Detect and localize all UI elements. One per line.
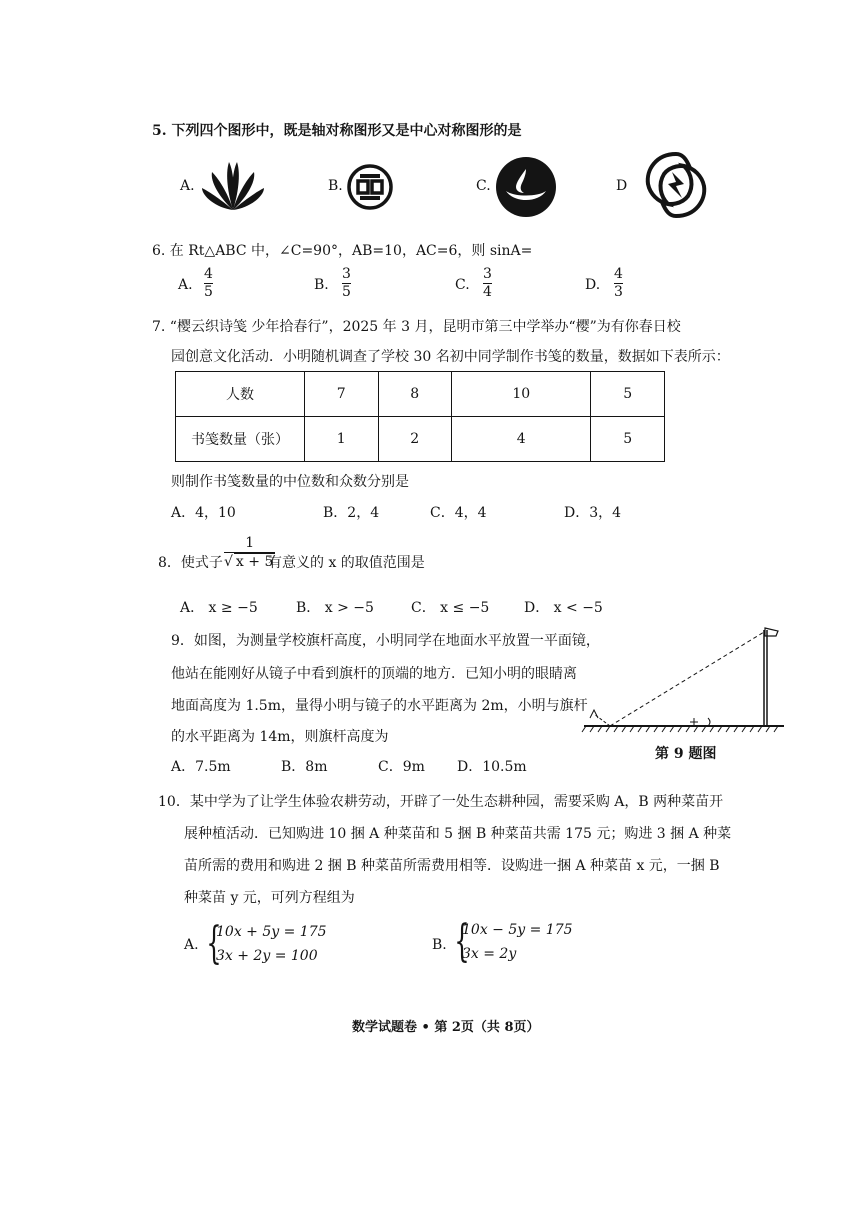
bank-seal-logo-icon — [346, 163, 394, 211]
fan-petal-logo-icon — [198, 158, 268, 214]
q10-line-3: 苗所需的费用和购进 2 捆 B 种菜苗所需费用相等．设购进一捆 A 种菜苗 x 元，一捆 B — [184, 858, 720, 874]
q9-option-d: D．10.5m — [457, 759, 527, 775]
q9-line-3: 地面高度为 1.5m，量得小明与镜子的水平距离为 2m，小明与旗杆 — [171, 698, 588, 714]
q6-option-b-label: B. — [314, 277, 329, 293]
table-row — [176, 417, 665, 462]
q8-prefix: 8．使式子 — [158, 555, 223, 571]
table-cell: 4 — [452, 417, 591, 462]
q9-option-b: B．8m — [281, 759, 328, 775]
q9-line-2: 他站在能刚好从镜子中看到旗杆的顶端的地方．已知小明的眼睛离 — [171, 666, 577, 682]
q5-text: 5. 下列四个图形中，既是轴对称图形又是中心对称图形的是 — [152, 123, 522, 139]
flagpole-mirror-figure — [580, 618, 788, 736]
swirl-arrow-logo-icon — [642, 150, 710, 220]
q5-option-a-label: A. — [180, 178, 195, 194]
q7-option-a: A．4，10 — [171, 505, 236, 521]
q7-option-d: D．3，4 — [564, 505, 622, 521]
q6-option-b-denominator: 5 — [342, 284, 351, 300]
q6-option-d-label: D. — [585, 277, 601, 293]
q10-option-a-equation-1: 10x + 5y = 175 — [216, 924, 327, 940]
q7-line-1: 7. “樱云织诗笺 少年拾春行”，2025 年 3 月，昆明市第三中学举办“樱”为有你春日校 — [152, 319, 681, 335]
q10-line-1: 10．某中学为了让学生体验农耕劳动，开辟了一处生态耕种园，需要采购 A，B 两种菜苗开 — [158, 794, 724, 810]
q10-option-b-label: B. — [432, 937, 447, 953]
q10-line-2: 展种植活动．已知购进 10 捆 A 种菜苗和 5 捆 B 种菜苗共需 175 元；购进 3 捆 A 种菜 — [184, 826, 732, 842]
q5-option-b-label: B. — [328, 178, 343, 194]
q9-line-4: 的水平距离为 14m，则旗杆高度为 — [171, 729, 389, 745]
table-cell: 10 — [452, 372, 591, 417]
q5-option-c-label: C. — [476, 178, 491, 194]
q6-option-a-numerator: 4 — [204, 266, 213, 282]
q7-option-b: B．2，4 — [323, 505, 380, 521]
q10-option-b-brace: { — [454, 916, 470, 967]
q7-option-c: C．4，4 — [430, 505, 487, 521]
q6-text: 6. 在 Rt△ABC 中，∠C=90°，AB=10，AC=6，则 sinA= — [152, 243, 533, 259]
q8-option-a: A． x ≥ −5 — [180, 600, 258, 616]
q9-option-c: C．9m — [378, 759, 425, 775]
q6-option-a-fraction — [204, 266, 213, 301]
q6-option-d-fraction — [614, 266, 623, 301]
table-cell: 7 — [305, 372, 379, 417]
q9-option-a: A．7.5m — [171, 759, 231, 775]
q10-option-b-equation-2: 3x = 2y — [462, 946, 517, 962]
q5-option-d-label: D — [616, 178, 628, 194]
q6-option-c-label: C. — [455, 277, 470, 293]
table-row — [176, 372, 665, 417]
q6-option-b-numerator: 3 — [342, 266, 351, 282]
q10-option-a-label: A. — [184, 937, 199, 953]
drop-circle-logo-icon — [494, 155, 558, 219]
q8-radicand: x + 5 — [235, 554, 274, 570]
q8-denominator: √ x + 5 — [224, 554, 274, 570]
q6-option-c-denominator: 4 — [483, 284, 492, 300]
q10-option-a-brace: { — [206, 918, 222, 969]
q10-option-b-equation-1: 10x − 5y = 175 — [462, 922, 573, 938]
q9-figure-caption: 第 9 题图 — [655, 746, 717, 762]
table-cell: 1 — [305, 417, 379, 462]
q8-option-b: B． x > −5 — [296, 600, 374, 616]
table-cell: 5 — [591, 417, 665, 462]
q6-option-c-fraction — [483, 266, 492, 301]
q7-question: 则制作书笺数量的中位数和众数分别是 — [171, 474, 409, 490]
table-cell: 5 — [591, 372, 665, 417]
q7-line-2: 园创意文化活动．小明随机调查了学校 30 名初中同学制作书笺的数量，数据如下表所示： — [171, 349, 730, 365]
page-footer: 数学试题卷 • 第 2页（共 8页） — [352, 1020, 540, 1035]
q10-line-4: 种菜苗 y 元，可列方程组为 — [184, 890, 355, 906]
q6-option-c-numerator: 3 — [483, 266, 492, 282]
q8-option-d: D． x < −5 — [524, 600, 603, 616]
q6-option-b-fraction — [342, 266, 351, 301]
q9-line-1: 9．如图，为测量学校旗杆高度，小明同学在地面水平放置一平面镜， — [171, 633, 600, 649]
table-row-header-count: 书笺数量（张） — [176, 417, 305, 462]
table-cell: 2 — [378, 417, 452, 462]
q8-suffix: 有意义的 x 的取值范围是 — [268, 555, 425, 571]
q6-option-a-label: A. — [178, 277, 193, 293]
q8-numerator: 1 — [245, 535, 255, 551]
q8-option-c: C． x ≤ −5 — [411, 600, 490, 616]
q6-option-a-denominator: 5 — [204, 284, 213, 300]
q6-option-d-numerator: 4 — [614, 266, 623, 282]
table-row-header-people: 人数 — [176, 372, 305, 417]
table-cell: 8 — [378, 372, 452, 417]
q6-option-d-denominator: 3 — [614, 284, 623, 300]
book-mark-data-table — [175, 371, 665, 462]
q10-option-a-equation-2: 3x + 2y = 100 — [216, 948, 318, 964]
